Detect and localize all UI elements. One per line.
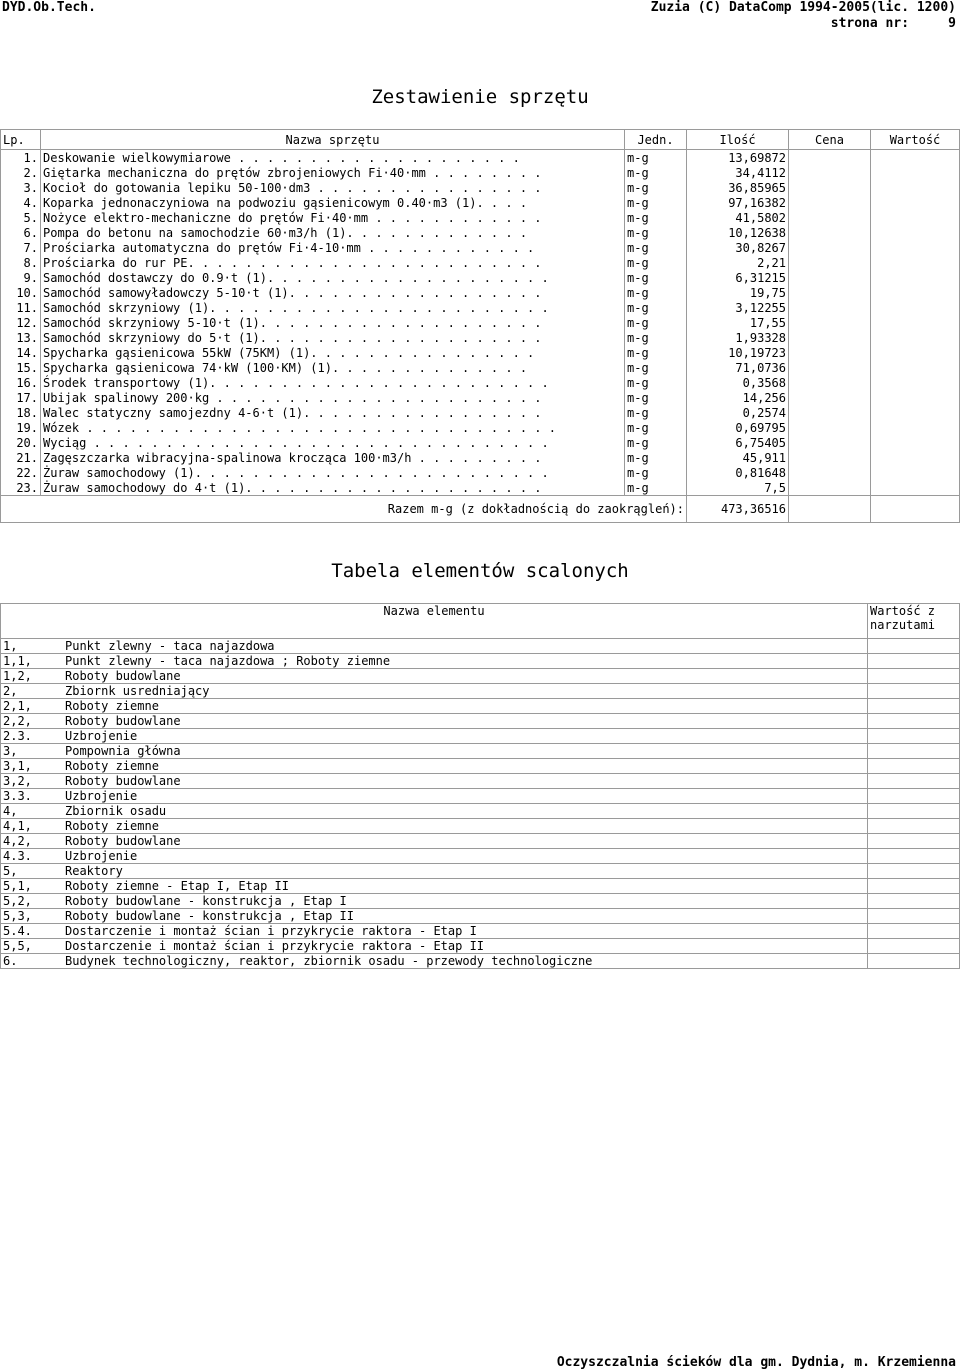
- row-qty: 10,19723: [687, 345, 789, 360]
- row-price: [789, 315, 871, 330]
- table-row: [1, 405, 960, 420]
- col-value: Wartość: [871, 130, 960, 150]
- row-qty: 6,75405: [687, 435, 789, 450]
- row-unit: m-g: [625, 450, 687, 465]
- row-lp: 21.: [1, 450, 41, 465]
- element-row: [1, 744, 960, 759]
- row-name: Pompa do betonu na samochodzie 60·m3/h (1). . . . . . . . . . . . .: [41, 225, 625, 240]
- element-name: Uzbrojenie: [65, 729, 138, 743]
- element-cell: [1, 909, 868, 924]
- row-lp: 13.: [1, 330, 41, 345]
- element-name: Zbiornik osadu: [65, 804, 167, 818]
- table-row: [1, 450, 960, 465]
- row-price: [789, 240, 871, 255]
- element-number: 3,2,: [3, 774, 32, 788]
- row-price: [789, 330, 871, 345]
- element-row: [1, 774, 960, 789]
- col-unit: Jedn.: [625, 130, 687, 150]
- element-row: [1, 909, 960, 924]
- table-row: [1, 240, 960, 255]
- element-number: 3.3.: [3, 789, 32, 803]
- element-name: Reaktory: [65, 864, 123, 878]
- row-value: [871, 210, 960, 225]
- row-qty: 97,16382: [687, 195, 789, 210]
- element-cell: [1, 744, 868, 759]
- row-name: Żuraw samochodowy (1). . . . . . . . . . . . . . . . . . . . . . . . .: [41, 465, 625, 480]
- element-number: 4,2,: [3, 834, 32, 848]
- row-unit: m-g: [625, 360, 687, 375]
- element-name: Budynek technologiczny, reaktor, zbiornik osadu - przewody technologiczne: [65, 954, 593, 968]
- total-value: 473,36516: [687, 496, 789, 523]
- row-unit: m-g: [625, 255, 687, 270]
- table-row: [1, 390, 960, 405]
- element-name: Roboty budowlane - konstrukcja , Etap II: [65, 909, 354, 923]
- row-price: [789, 420, 871, 435]
- row-value: [871, 315, 960, 330]
- table-row: [1, 435, 960, 450]
- element-number: 1,: [3, 639, 18, 653]
- table-row: [1, 480, 960, 496]
- header-copyright: Zuzia (C) DataComp 1994-2005(lic. 1200): [650, 0, 956, 15]
- row-lp: 10.: [1, 285, 41, 300]
- row-name: Spycharka gąsienicowa 55kW (75KM) (1). . . . . . . . . . . . . . . .: [41, 345, 625, 360]
- row-unit: m-g: [625, 165, 687, 180]
- row-lp: 14.: [1, 345, 41, 360]
- row-name: Deskowanie wielkowymiarowe . . . . . . . . . . . . . . . . . . . .: [41, 150, 625, 166]
- row-qty: 45,911: [687, 450, 789, 465]
- row-lp: 23.: [1, 480, 41, 496]
- table-row: [1, 345, 960, 360]
- row-name: Giętarka mechaniczna do prętów zbrojeniowych Fi·40·mm . . . . . . . .: [41, 165, 625, 180]
- element-number: 2,2,: [3, 714, 32, 728]
- row-name: Walec statyczny samojezdny 4-6·t (1). . . . . . . . . . . . . . . . .: [41, 405, 625, 420]
- row-price: [789, 150, 871, 166]
- row-unit: m-g: [625, 435, 687, 450]
- row-qty: 36,85965: [687, 180, 789, 195]
- row-name: Wyciąg . . . . . . . . . . . . . . . . . . . . . . . . . . . . . . . .: [41, 435, 625, 450]
- element-name: Punkt zlewny - taca najazdowa: [65, 639, 275, 653]
- row-name: Zagęszczarka wibracyjna-spalinowa krocząca 100·m3/h . . . . . . . . .: [41, 450, 625, 465]
- row-value: [871, 480, 960, 496]
- element-row: [1, 759, 960, 774]
- row-qty: 34,4112: [687, 165, 789, 180]
- element-row: [1, 699, 960, 714]
- row-lp: 17.: [1, 390, 41, 405]
- row-qty: 13,69872: [687, 150, 789, 166]
- row-value: [871, 150, 960, 166]
- element-row: [1, 834, 960, 849]
- elements-table-header: [1, 604, 960, 639]
- row-lp: 5.: [1, 210, 41, 225]
- page-label: strona nr:: [830, 16, 910, 31]
- element-number: 5,: [3, 864, 18, 878]
- element-name: Dostarczenie i montaż ścian i przykrycie raktora - Etap I: [65, 924, 477, 938]
- element-number: 4,1,: [3, 819, 32, 833]
- col-element-value: Wartość z narzutami: [868, 604, 960, 639]
- row-unit: m-g: [625, 330, 687, 345]
- col-name: Nazwa sprzętu: [41, 130, 625, 150]
- element-cell: [1, 804, 868, 819]
- col-lp: Lp.: [1, 130, 41, 150]
- row-price: [789, 450, 871, 465]
- element-value: [868, 759, 960, 774]
- element-name: Roboty ziemne: [65, 759, 159, 773]
- row-unit: m-g: [625, 375, 687, 390]
- element-cell: [1, 759, 868, 774]
- row-name: Wózek . . . . . . . . . . . . . . . . . . . . . . . . . . . . . . . . .: [41, 420, 625, 435]
- row-qty: 0,2574: [687, 405, 789, 420]
- element-value: [868, 654, 960, 669]
- element-cell: [1, 834, 868, 849]
- element-cell: [1, 774, 868, 789]
- element-value: [868, 729, 960, 744]
- row-price: [789, 270, 871, 285]
- element-row: [1, 954, 960, 969]
- element-name: Dostarczenie i montaż ścian i przykrycie raktora - Etap II: [65, 939, 485, 953]
- element-cell: [1, 789, 868, 804]
- element-name: Roboty budowlane: [65, 669, 181, 683]
- footer-project-name: Oczyszczalnia ścieków dla gm. Dydnia, m. Krzemienna: [556, 1355, 956, 1370]
- row-name: Koparka jednonaczyniowa na podwoziu gąsienicowym 0.40·m3 (1). . . .: [41, 195, 625, 210]
- element-number: 5.4.: [3, 924, 32, 938]
- total-row: [1, 496, 960, 523]
- row-name: Samochód skrzyniowy do 5·t (1). . . . . . . . . . . . . . . . . . . .: [41, 330, 625, 345]
- element-name: Roboty budowlane: [65, 834, 181, 848]
- row-price: [789, 465, 871, 480]
- table-row: [1, 300, 960, 315]
- row-price: [789, 405, 871, 420]
- row-unit: m-g: [625, 300, 687, 315]
- header-left-code: DYD.Ob.Tech.: [2, 0, 96, 15]
- row-unit: m-g: [625, 240, 687, 255]
- row-value: [871, 465, 960, 480]
- row-price: [789, 360, 871, 375]
- table-row: [1, 165, 960, 180]
- total-label: Razem m-g (z dokładnością do zaokrągleń):: [1, 496, 687, 523]
- element-name: Pompownia główna: [65, 744, 181, 758]
- element-row: [1, 864, 960, 879]
- row-lp: 22.: [1, 465, 41, 480]
- element-row: [1, 729, 960, 744]
- element-value: [868, 849, 960, 864]
- element-row: [1, 879, 960, 894]
- row-name: Samochód samowyładowczy 5-10·t (1). . . . . . . . . . . . . . . . . .: [41, 285, 625, 300]
- row-qty: 41,5802: [687, 210, 789, 225]
- row-unit: m-g: [625, 225, 687, 240]
- row-name: Samochód skrzyniowy (1). . . . . . . . . . . . . . . . . . . . . . . .: [41, 300, 625, 315]
- row-value: [871, 435, 960, 450]
- row-lp: 12.: [1, 315, 41, 330]
- row-qty: 3,12255: [687, 300, 789, 315]
- row-name: Kocioł do gotowania lepiku 50-100·dm3 . . . . . . . . . . . . . . . .: [41, 180, 625, 195]
- row-price: [789, 210, 871, 225]
- row-price: [789, 195, 871, 210]
- element-number: 5,3,: [3, 909, 32, 923]
- row-lp: 6.: [1, 225, 41, 240]
- element-cell: [1, 924, 868, 939]
- element-row: [1, 804, 960, 819]
- element-number: 5,2,: [3, 894, 32, 908]
- element-value: [868, 834, 960, 849]
- element-row: [1, 789, 960, 804]
- total-sum: [871, 496, 960, 523]
- element-row: [1, 714, 960, 729]
- row-price: [789, 375, 871, 390]
- row-unit: m-g: [625, 315, 687, 330]
- row-name: Środek transportowy (1). . . . . . . . . . . . . . . . . . . . . . . .: [41, 375, 625, 390]
- element-name: Uzbrojenie: [65, 789, 138, 803]
- element-name: Roboty ziemne - Etap I, Etap II: [65, 879, 289, 893]
- table-row: [1, 360, 960, 375]
- element-name: Roboty budowlane: [65, 774, 181, 788]
- row-unit: m-g: [625, 180, 687, 195]
- row-value: [871, 330, 960, 345]
- element-value: [868, 909, 960, 924]
- row-unit: m-g: [625, 210, 687, 225]
- row-lp: 19.: [1, 420, 41, 435]
- row-qty: 0,3568: [687, 375, 789, 390]
- element-value: [868, 879, 960, 894]
- row-unit: m-g: [625, 345, 687, 360]
- row-price: [789, 180, 871, 195]
- element-value: [868, 804, 960, 819]
- row-qty: 0,69795: [687, 420, 789, 435]
- row-qty: 30,8267: [687, 240, 789, 255]
- element-row: [1, 939, 960, 954]
- element-value: [868, 924, 960, 939]
- element-number: 5,1,: [3, 879, 32, 893]
- table-row: [1, 465, 960, 480]
- row-unit: m-g: [625, 420, 687, 435]
- row-qty: 1,93328: [687, 330, 789, 345]
- row-value: [871, 165, 960, 180]
- element-cell: [1, 954, 868, 969]
- element-cell: [1, 714, 868, 729]
- row-value: [871, 255, 960, 270]
- row-price: [789, 225, 871, 240]
- total-price: [789, 496, 871, 523]
- row-price: [789, 480, 871, 496]
- element-value: [868, 699, 960, 714]
- element-number: 3,1,: [3, 759, 32, 773]
- row-unit: m-g: [625, 465, 687, 480]
- table-row: [1, 195, 960, 210]
- row-name: Prościarka do rur PE. . . . . . . . . . . . . . . . . . . . . . . . .: [41, 255, 625, 270]
- row-lp: 15.: [1, 360, 41, 375]
- row-lp: 9.: [1, 270, 41, 285]
- element-number: 4,: [3, 804, 18, 818]
- element-row: [1, 639, 960, 654]
- element-number: 1,1,: [3, 654, 32, 668]
- element-cell: [1, 729, 868, 744]
- element-number: 2,1,: [3, 699, 32, 713]
- element-value: [868, 714, 960, 729]
- row-value: [871, 195, 960, 210]
- element-cell: [1, 669, 868, 684]
- row-value: [871, 390, 960, 405]
- element-number: 6.: [3, 954, 18, 968]
- element-value: [868, 864, 960, 879]
- table-row: [1, 330, 960, 345]
- element-name: Zbiornk usredniający: [65, 684, 210, 698]
- element-cell: [1, 699, 868, 714]
- element-row: [1, 684, 960, 699]
- row-name: Samochód skrzyniowy 5-10·t (1). . . . . . . . . . . . . . . . . . . .: [41, 315, 625, 330]
- header-page-line: [651, 16, 956, 32]
- row-price: [789, 390, 871, 405]
- table-row: [1, 375, 960, 390]
- element-number: 2.3.: [3, 729, 32, 743]
- col-qty: Ilość: [687, 130, 789, 150]
- element-value: [868, 684, 960, 699]
- row-price: [789, 435, 871, 450]
- table-row: [1, 420, 960, 435]
- row-unit: m-g: [625, 270, 687, 285]
- header-right: [651, 0, 956, 32]
- row-value: [871, 180, 960, 195]
- col-price: Cena: [789, 130, 871, 150]
- table-row: [1, 285, 960, 300]
- element-value: [868, 819, 960, 834]
- page-number: 9: [948, 16, 956, 31]
- element-cell: [1, 654, 868, 669]
- row-unit: m-g: [625, 285, 687, 300]
- col-element-name: Nazwa elementu: [1, 604, 868, 639]
- table-row: [1, 225, 960, 240]
- element-number: 1,2,: [3, 669, 32, 683]
- row-unit: m-g: [625, 480, 687, 496]
- element-number: 5,5,: [3, 939, 32, 953]
- row-name: Samochód dostawczy do 0.9·t (1). . . . . . . . . . . . . . . . . . . .: [41, 270, 625, 285]
- row-value: [871, 225, 960, 240]
- row-value: [871, 300, 960, 315]
- element-number: 3,: [3, 744, 18, 758]
- element-row: [1, 669, 960, 684]
- element-cell: [1, 819, 868, 834]
- row-lp: 8.: [1, 255, 41, 270]
- row-unit: m-g: [625, 150, 687, 166]
- elements-section-title: Tabela elementów scalonych: [331, 560, 629, 582]
- row-value: [871, 420, 960, 435]
- table-row: [1, 270, 960, 285]
- element-cell: [1, 849, 868, 864]
- element-value: [868, 669, 960, 684]
- element-row: [1, 654, 960, 669]
- element-value: [868, 744, 960, 759]
- table-row: [1, 150, 960, 166]
- row-value: [871, 285, 960, 300]
- row-qty: 7,5: [687, 480, 789, 496]
- row-qty: 2,21: [687, 255, 789, 270]
- row-price: [789, 300, 871, 315]
- row-unit: m-g: [625, 390, 687, 405]
- table-row: [1, 210, 960, 225]
- element-name: Uzbrojenie: [65, 849, 138, 863]
- row-unit: m-g: [625, 405, 687, 420]
- row-lp: 18.: [1, 405, 41, 420]
- equipment-table: [0, 129, 960, 523]
- row-qty: 6,31215: [687, 270, 789, 285]
- element-name: Roboty budowlane - konstrukcja , Etap I: [65, 894, 347, 908]
- row-price: [789, 165, 871, 180]
- element-cell: [1, 639, 868, 654]
- row-name: Prościarka automatyczna do prętów Fi·4-10·mm . . . . . . . . . . . .: [41, 240, 625, 255]
- row-qty: 14,256: [687, 390, 789, 405]
- row-unit: m-g: [625, 195, 687, 210]
- element-name: Roboty budowlane: [65, 714, 181, 728]
- row-lp: 11.: [1, 300, 41, 315]
- element-cell: [1, 939, 868, 954]
- row-name: Nożyce elektro-mechaniczne do prętów Fi·40·mm . . . . . . . . . . . .: [41, 210, 625, 225]
- equipment-table-header: [1, 130, 960, 150]
- element-name: Punkt zlewny - taca najazdowa ; Roboty ziemne: [65, 654, 391, 668]
- row-value: [871, 405, 960, 420]
- element-row: [1, 849, 960, 864]
- table-row: [1, 315, 960, 330]
- row-lp: 2.: [1, 165, 41, 180]
- element-number: 2,: [3, 684, 18, 698]
- row-lp: 4.: [1, 195, 41, 210]
- row-lp: 3.: [1, 180, 41, 195]
- element-row: [1, 819, 960, 834]
- row-lp: 16.: [1, 375, 41, 390]
- element-value: [868, 789, 960, 804]
- element-cell: [1, 879, 868, 894]
- row-lp: 1.: [1, 150, 41, 166]
- element-cell: [1, 894, 868, 909]
- row-name: Żuraw samochodowy do 4·t (1). . . . . . . . . . . . . . . . . . . . .: [41, 480, 625, 496]
- table-row: [1, 255, 960, 270]
- table-row: [1, 180, 960, 195]
- row-lp: 7.: [1, 240, 41, 255]
- element-number: 4.3.: [3, 849, 32, 863]
- element-row: [1, 894, 960, 909]
- row-qty: 10,12638: [687, 225, 789, 240]
- elements-table: [0, 603, 960, 969]
- row-price: [789, 255, 871, 270]
- element-row: [1, 924, 960, 939]
- element-cell: [1, 864, 868, 879]
- row-qty: 0,81648: [687, 465, 789, 480]
- element-value: [868, 774, 960, 789]
- row-value: [871, 345, 960, 360]
- element-value: [868, 894, 960, 909]
- row-price: [789, 285, 871, 300]
- row-qty: 71,0736: [687, 360, 789, 375]
- element-cell: [1, 684, 868, 699]
- equipment-section-title: Zestawienie sprzętu: [371, 86, 589, 108]
- row-qty: 19,75: [687, 285, 789, 300]
- row-value: [871, 240, 960, 255]
- row-name: Ubijak spalinowy 200·kg . . . . . . . . . . . . . . . . . . . . . . .: [41, 390, 625, 405]
- element-value: [868, 939, 960, 954]
- row-value: [871, 450, 960, 465]
- row-value: [871, 360, 960, 375]
- row-lp: 20.: [1, 435, 41, 450]
- element-value: [868, 639, 960, 654]
- element-name: Roboty ziemne: [65, 699, 159, 713]
- element-name: Roboty ziemne: [65, 819, 159, 833]
- row-qty: 17,55: [687, 315, 789, 330]
- row-price: [789, 345, 871, 360]
- row-value: [871, 270, 960, 285]
- row-name: Spycharka gąsienicowa 74·kW (100·KM) (1). . . . . . . . . . . . . .: [41, 360, 625, 375]
- element-value: [868, 954, 960, 969]
- row-value: [871, 375, 960, 390]
